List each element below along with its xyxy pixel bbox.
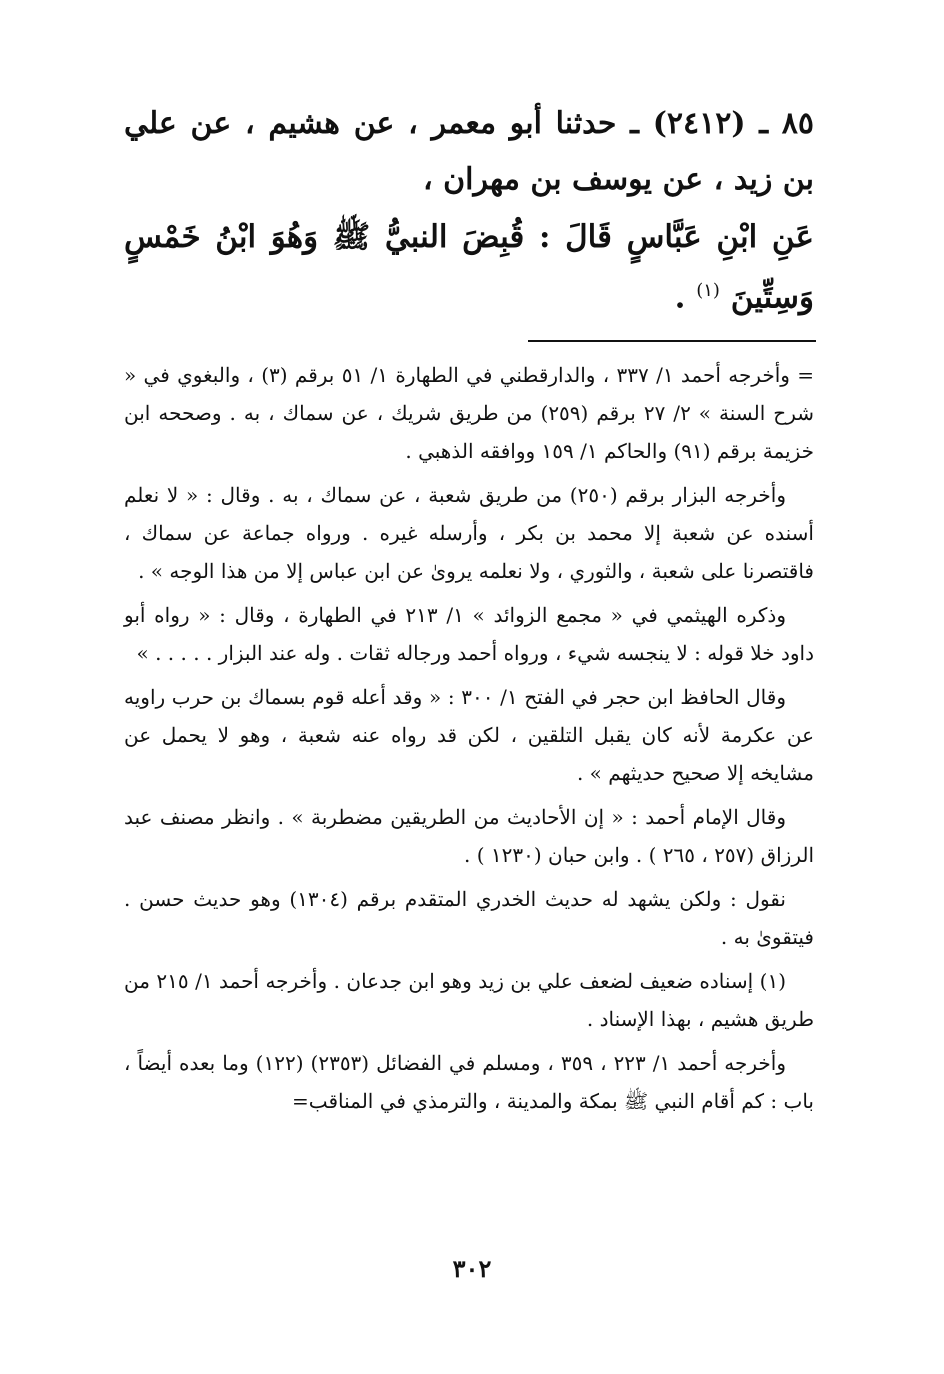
footnote-separator bbox=[528, 340, 816, 342]
hadith-end: . bbox=[674, 279, 697, 316]
footnote-paragraph: = وأخرجه أحمد ١/ ٣٣٧ ، والدارقطني في الطهارة ١/ ٥١ برقم (٣) ، والبغوي في « شرح السنة » ٢/ ٢٧ برقم (٢٥٩) من طريق شريك ، عن سماك ، به . وصححه ابن خزيمة برقم (٩١) والحاكم ١/ ١٥٩ ووافقه الذهبي . bbox=[124, 363, 815, 463]
hadith-body: عَنِ ابْنِ عَبَّاسٍ قَالَ : قُبِضَ النبيُّ ﷺ وَهُوَ ابْنُ خَمْسٍ وَسِتِّينَ bbox=[124, 219, 814, 316]
footnotes bbox=[124, 356, 814, 1126]
footnote-paragraph: وأخرجه أحمد ١/ ٢٢٣ ، ٣٥٩ ، ومسلم في الفضائل (٢٣٥٣) (١٢٢) وما بعده أيضاً ، باب : كم أقام النبي ﷺ بمكة والمدينة ، والترمذي في المناقب= bbox=[124, 1051, 814, 1113]
footnote-paragraph: وقال الإمام أحمد : « إن الأحاديث من الطريقين مضطربة » . وانظر مصنف عبد الرزاق (٢٥٧ ، ٢٦٥ ) . وابن حبان (١٢٣٠ ) . bbox=[124, 805, 814, 867]
footnote-paragraph: نقول : ولكن يشهد له حديث الخدري المتقدم برقم (١٣٠٤) وهو حديث حسن . فيتقوىٰ به . bbox=[124, 887, 814, 949]
page-number: ٣٠٢ bbox=[452, 1254, 492, 1283]
footnote-paragraph: (١) إسناده ضعيف لضعف علي بن زيد وهو ابن جدعان . وأخرجه أحمد ١/ ٢١٥ من طريق هشيم ، بهذا الإسناد . bbox=[124, 969, 814, 1031]
hadith-text bbox=[124, 210, 814, 324]
footnote-paragraph: وذكره الهيثمي في « مجمع الزوائد » ١/ ٢١٣ في الطهارة ، وقال : « رواه أبو داود خلا قوله : لا ينجسه شيء ، ورواه أحمد ورجاله ثقات . وله عند البزار . . . . . » bbox=[124, 603, 814, 665]
hadith-chain: ٨٥ ـ (٢٤١٢) ـ حدثنا أبو معمر ، عن هشيم ، عن علي بن زيد ، عن يوسف بن مهران ، bbox=[124, 106, 814, 197]
footnote-paragraph: وقال الحافظ ابن حجر في الفتح ١/ ٣٠٠ : « وقد أعله قوم بسماك بن حرب راويه عن عكرمة لأنه كان يقبل التلقين ، لكن قد رواه عنه شعبة ، وهو لا يحمل عن مشايخه إلا صحيح حديثهم » . bbox=[124, 685, 814, 785]
footnote-paragraph: وأخرجه البزار برقم (٢٥٠) من طريق شعبة ، عن سماك ، به . وقال : « لا نعلم أسنده عن شعبة إلا محمد بن بكر ، وأرسله غيره . ورواه جماعة عن سماك ، فاقتصرنا على شعبة ، والثوري ، ولا نعلمه يروىٰ عن ابن عباس إلا من هذا الوجه » . bbox=[124, 483, 814, 583]
footnote-reference: (١) bbox=[696, 280, 720, 301]
